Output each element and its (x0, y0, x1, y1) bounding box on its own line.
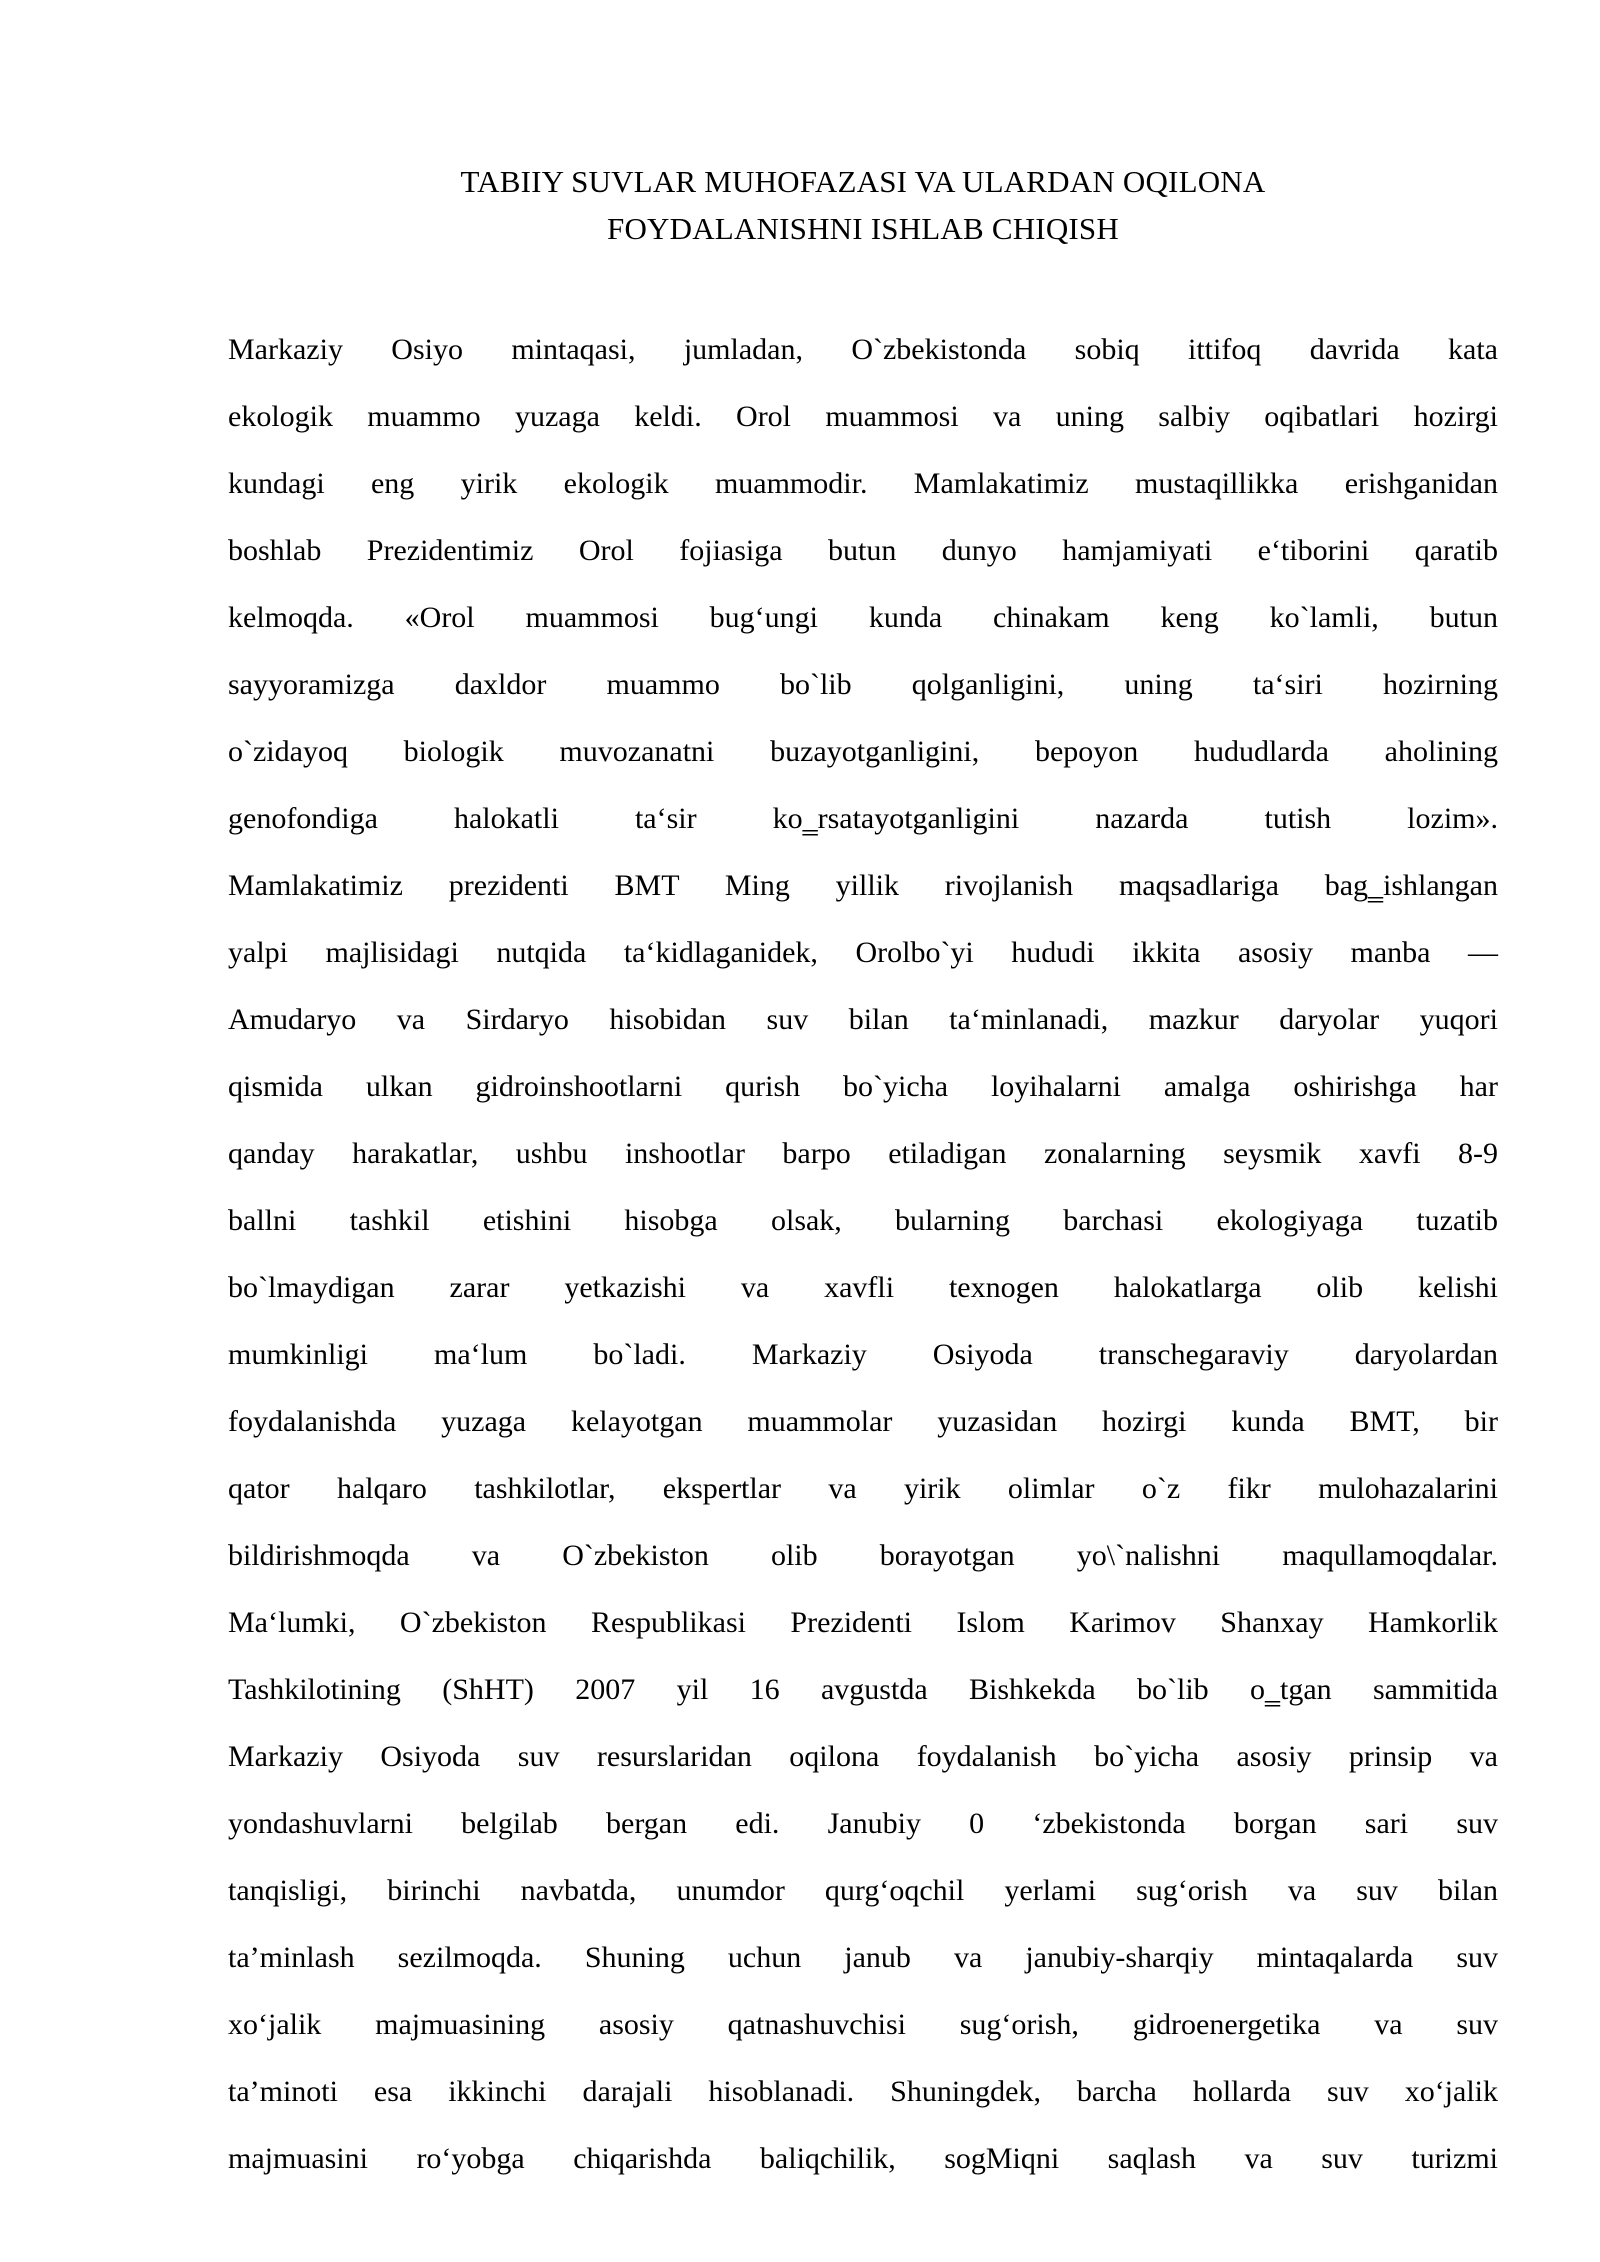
text-line: genofondiga halokatli ta‘sir ko‗rsatayotganligini nazarda tutish lozim». (228, 802, 1498, 835)
text-line: Amudaryo va Sirdaryo hisobidan suv bilan ta‘minlanadi, mazkur daryolar yuqori (228, 1003, 1498, 1036)
text-line: qismida ulkan gidroinshootlarni qurish bo`yicha loyihalarni amalga oshirishga har (228, 1070, 1498, 1103)
title-line-1: TABIIY SUVLAR MUHOFAZASI VA ULARDAN OQILONA (460, 164, 1266, 199)
document-title (228, 158, 1498, 252)
text-line: qanday harakatlar, ushbu inshootlar barpo etiladigan zonalarning seysmik xavfi 8-9 (228, 1137, 1498, 1170)
text-line: Mamlakatimiz prezidenti BMT Ming yillik rivojlanish maqsadlariga bag‗ishlangan (228, 869, 1498, 902)
text-line: tanqisligi, birinchi navbatda, unumdor qurg‘oqchil yerlami sug‘orish va suv bilan (228, 1874, 1498, 1907)
text-line: boshlab Prezidentimiz Orol fojiasiga butun dunyo hamjamiyati e‘tiborini qaratib (228, 534, 1498, 567)
text-line: bildirishmoqda va O`zbekiston olib borayotgan yo\`nalishni maqullamoqdalar. (228, 1539, 1498, 1572)
document-body (228, 316, 1498, 2192)
text-line: ta’minoti esa ikkinchi darajali hisoblanadi. Shuningdek, barcha hollarda suv xo‘jalik (228, 2075, 1498, 2108)
text-line: yalpi majlisidagi nutqida ta‘kidlaganidek, Orolbo`yi hududi ikkita asosiy manba — (228, 936, 1498, 969)
text-line: o`zidayoq biologik muvozanatni buzayotganligini, bepoyon hududlarda aholining (228, 735, 1498, 768)
text-line: foydalanishda yuzaga kelayotgan muammolar yuzasidan hozirgi kunda BMT, bir (228, 1405, 1498, 1438)
text-line: sayyoramizga daxldor muammo bo`lib qolganligini, uning ta‘siri hozirning (228, 668, 1498, 701)
text-line: bo`lmaydigan zarar yetkazishi va xavfli texnogen halokatlarga olib kelishi (228, 1271, 1498, 1304)
text-line: qator halqaro tashkilotlar, ekspertlar va yirik olimlar o`z fikr mulohazalarini (228, 1472, 1498, 1505)
text-line: kundagi eng yirik ekologik muammodir. Mamlakatimiz mustaqillikka erishganidan (228, 467, 1498, 500)
text-line: majmuasini ro‘yobga chiqarishda baliqchilik, sogMiqni saqlash va suv turizmi (228, 2142, 1498, 2175)
text-line: kelmoqda. «Orol muammosi bug‘ungi kunda chinakam keng ko`lamli, butun (228, 601, 1498, 634)
text-line: xo‘jalik majmuasining asosiy qatnashuvchisi sug‘orish, gidroenergetika va suv (228, 2008, 1498, 2041)
title-line-2: FOYDALANISHNI ISHLAB CHIQISH (607, 211, 1119, 246)
text-line: yondashuvlarni belgilab bergan edi. Janubiy 0 ‘zbekistonda borgan sari suv (228, 1807, 1498, 1840)
text-line: Markaziy Osiyo mintaqasi, jumladan, O`zbekistonda sobiq ittifoq davrida kata (228, 333, 1498, 366)
document-content (228, 158, 1498, 2192)
text-line: Ma‘lumki, O`zbekiston Respublikasi Prezidenti Islom Karimov Shanxay Hamkorlik (228, 1606, 1498, 1639)
text-line: ta’minlash sezilmoqda. Shuning uchun janub va janubiy-sharqiy mintaqalarda suv (228, 1941, 1498, 1974)
text-line: ballni tashkil etishini hisobga olsak, bularning barchasi ekologiyaga tuzatib (228, 1204, 1498, 1237)
text-line: Tashkilotining (ShHT) 2007 yil 16 avgustda Bishkekda bo`lib o‗tgan sammitida (228, 1673, 1498, 1706)
text-line: ekologik muammo yuzaga keldi. Orol muammosi va uning salbiy oqibatlari hozirgi (228, 400, 1498, 433)
text-line: Markaziy Osiyoda suv resurslaridan oqilona foydalanish bo`yicha asosiy prinsip va (228, 1740, 1498, 1773)
text-line: mumkinligi ma‘lum bo`ladi. Markaziy Osiyoda transchegaraviy daryolardan (228, 1338, 1498, 1371)
